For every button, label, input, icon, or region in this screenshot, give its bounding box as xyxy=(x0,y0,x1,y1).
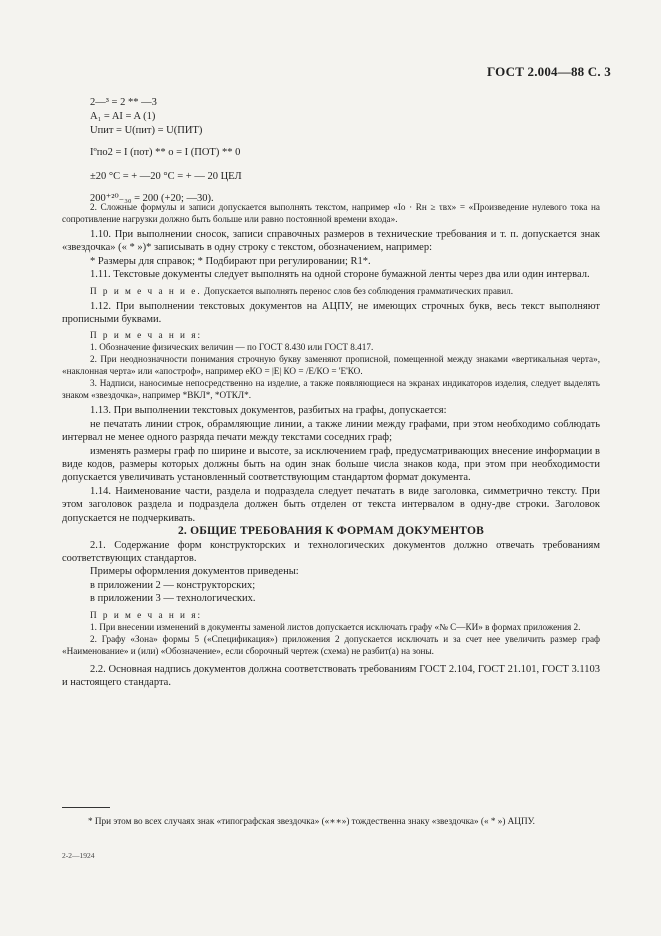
note-label: П р и м е ч а н и е. xyxy=(90,285,202,296)
formula-line: Uпит = U(пит) = U(ПИТ) xyxy=(90,125,203,136)
formula-line: ±20 °C = + —20 °C = + — 20 ЦЕЛ xyxy=(90,171,242,182)
note-item: 1. При внесении изменений в документы заменой листов допускается исключать графу «№ С—КИ» в формах приложения 2. xyxy=(90,621,581,632)
paragraph-2-1: 2.1. Содержание форм конструкторских и технологических документов должно отвечать требованиям соответствующих стандартов. xyxy=(62,539,600,564)
note-item: 2. Графу «Зона» формы 5 («Спецификация») приложения 2 допускается исключать и за счет нее увеличить размер граф «Наименование» и (или) «Обозначение», если сборочный чертеж (схема) не разбит(а) на зоны. xyxy=(62,633,600,656)
footnote xyxy=(62,815,600,827)
formula-line: 2—³ = 2 ** —3 xyxy=(90,97,157,108)
notes-label: П р и м е ч а н и я: xyxy=(90,609,203,620)
paragraph-1-12: 1.12. При выполнении текстовых документов на АЦПУ, не имеющих строчных букв, весь текст выполняют прописными буквами. xyxy=(62,300,600,326)
page-header: ГОСТ 2.004—88 С. 3 xyxy=(486,64,611,79)
note-item: 1. Обозначение физических величин — по ГОСТ 8.430 или ГОСТ 8.417. xyxy=(90,342,374,353)
formula-examples xyxy=(90,96,242,206)
paragraph-2-1-c: в приложении 3 — технологических. xyxy=(90,593,256,605)
note-hyphenation xyxy=(62,285,600,297)
formula-line: A₁ = AI = A (1) xyxy=(90,111,156,122)
paragraph-2-1-b: в приложении 2 — конструкторских; xyxy=(90,579,256,591)
paragraph-2-2: 2.2. Основная надпись документов должна соответствовать требованиям ГОСТ 2.104, ГОСТ 21.101, ГОСТ 3.1103 и настоящего стандарта. xyxy=(62,663,600,688)
paragraph-1-13: 1.13. При выполнении текстовых документов, разбитых на графы, допускается: xyxy=(90,405,447,417)
note-complex-formulas: 2. Сложные формулы и записи допускается выполнять текстом, например «Iо · Rн ≥ τвх» = «Произведение нулевого тока на сопротивление нагрузки должно быть больше или равно постоянной времени входа». xyxy=(62,202,600,224)
footnote-text: * При этом во всех случаях знак «типографская звездочка» («∗∗») тождественна знаку «звездочка» (« * ») АЦПУ. xyxy=(88,816,535,826)
formula-line: Iºпо2 = I (пот) ** о = I (ПОТ) ** 0 xyxy=(90,147,241,158)
paragraph-2-1-a: Примеры оформления документов приведены: xyxy=(90,566,299,578)
paragraph-1-14: 1.14. Наименование части, раздела и подраздела следует печатать в виде заголовка, симметрично тексту. При этом заголовок раздела и подраздела должен быть отделен от текста интервалом в одну-две строки. Заголовок допускается не подчеркивать. xyxy=(62,485,600,524)
note-text: Допускается выполнять перенос слов без соблюдения грамматических правил. xyxy=(203,285,514,296)
note-item: 3. Надписи, наносимые непосредственно на изделие, а также появляющиеся на экранах индикаторов изделия, следует выделять знаком «звездочка», например *ВКЛ*, *ОТКЛ*. xyxy=(62,378,600,401)
section-title: 2. ОБЩИЕ ТРЕБОВАНИЯ К ФОРМАМ ДОКУМЕНТОВ xyxy=(177,525,484,538)
notes-label: П р и м е ч а н и я: xyxy=(90,330,203,341)
body-text xyxy=(62,201,600,689)
print-mark: 2-2—1924 xyxy=(62,851,95,860)
paragraph-1-13-b: изменять размеры граф по ширине и высоте, за исключением граф, предусматривающих внесение информации в виде кодов, размеры которых должны быть на один знак больше числа знаков кода, при этом при необходимости допускается увеличивать установленный соответствующим стандартом формат документа. xyxy=(62,445,600,484)
paragraph-1-10-example: * Размеры для справок; * Подбирают при регулировании; R1*. xyxy=(90,255,371,267)
paragraph-1-10: 1.10. При выполнении сносок, записи справочных размеров в технические требования и т. п. допускается знак «звездочка» (« * »)* записывать в одну строку с текстом, обозначением, например: xyxy=(62,229,600,254)
note-item: 2. При неоднозначности понимания строчную букву заменяют прописной, помещенной между знаками «вертикальная черта», «наклонная черта» или «апостроф», например eКО = |E| КО = /E/КО = 'E'КО. xyxy=(62,354,600,377)
formula-line: 200⁺²⁰₋₃₀ = 200 (+20; —30). xyxy=(90,193,214,204)
footnote-divider xyxy=(62,807,110,808)
paragraph-1-13-a: не печатать линии строк, обрамляющие линии, а также линии между графами, при этом необходимо соблюдать интервал не менее одного разряда печати между текстами соседних граф; xyxy=(62,418,600,444)
paragraph-1-11: 1.11. Текстовые документы следует выполнять на одной стороне бумажной ленты через два или один интервал. xyxy=(90,269,590,281)
